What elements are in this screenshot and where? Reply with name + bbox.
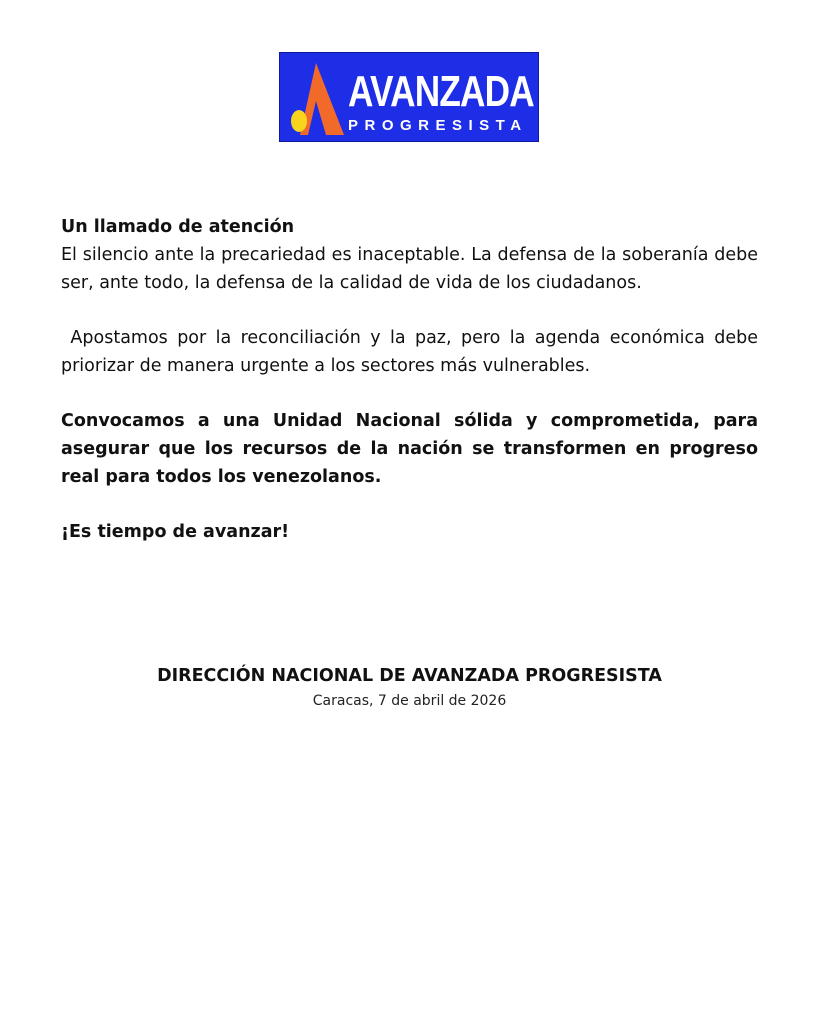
statement-paragraph-3: Convocamos a una Unidad Nacional sólida y comprometida, para asegurar que los recursos de la nación se transformen en progreso real para todos los venezolanos. (61, 411, 758, 487)
paragraph-spacer (61, 491, 758, 518)
statement-paragraph-1: El silencio ante la precariedad es inaceptable. La defensa de la soberanía debe ser, ante todo, la defensa de la calidad de vida de los ciudadanos. (61, 245, 758, 293)
signature-title: DIRECCIÓN NACIONAL DE AVANZADA PROGRESISTA (157, 666, 662, 686)
paragraph-spacer (61, 380, 758, 407)
statement-heading: Un llamado de atención (61, 217, 295, 237)
logo-dot (291, 110, 307, 132)
place-date: Caracas, 7 de abril de 2026 (312, 693, 507, 709)
paragraph-spacer (61, 297, 758, 324)
avanzada-progresista-logo (279, 52, 539, 142)
logo-name: AVANZADA (348, 67, 534, 116)
statement-paragraph-2: Apostamos por la reconciliación y la paz, pero la agenda económica debe priorizar de manera urgente a los sectores más vulnerables. (61, 328, 764, 376)
logo-emblem-icon (288, 61, 346, 135)
logo-subtitle: PROGRESISTA (348, 117, 528, 134)
statement-body (61, 213, 764, 546)
statement-closing: ¡Es tiempo de avanzar! (61, 522, 290, 542)
